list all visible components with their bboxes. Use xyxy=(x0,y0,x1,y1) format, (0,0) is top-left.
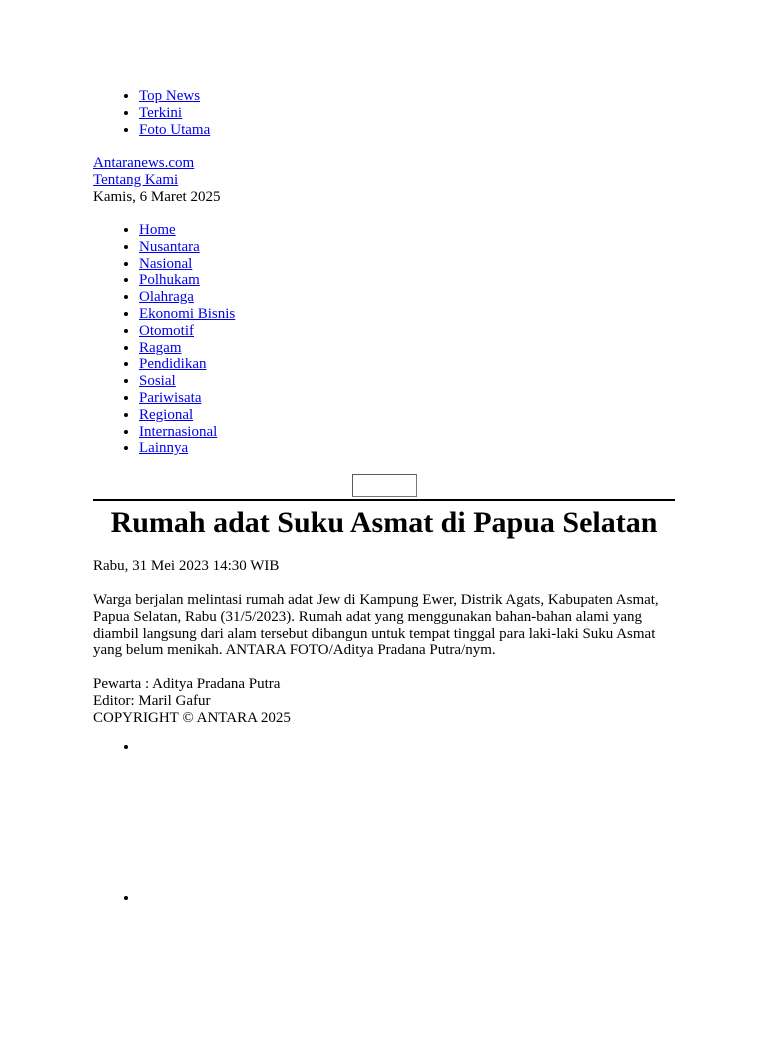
category-nav-item xyxy=(139,356,439,373)
category-link-polhukam[interactable]: Polhukam xyxy=(139,272,200,289)
category-nav-item xyxy=(139,256,439,273)
category-nav-item xyxy=(139,373,439,390)
category-link-nasional[interactable]: Nasional xyxy=(139,255,193,272)
category-link-sosial[interactable]: Sosial xyxy=(139,373,176,390)
category-nav-item xyxy=(139,272,439,289)
category-link-nusantara[interactable]: Nusantara xyxy=(139,238,200,255)
category-link-ekonomi-bisnis[interactable]: Ekonomi Bisnis xyxy=(139,305,236,322)
list-item xyxy=(139,739,439,890)
search-input[interactable] xyxy=(352,474,417,497)
category-nav-item xyxy=(139,340,439,357)
category-link-ragam[interactable]: Ragam xyxy=(139,339,182,356)
top-nav-link-foto-utama[interactable]: Foto Utama xyxy=(139,121,211,138)
header-links xyxy=(93,155,393,205)
category-link-pendidikan[interactable]: Pendidikan xyxy=(139,356,207,373)
category-link-internasional[interactable]: Internasional xyxy=(139,423,218,440)
list-item xyxy=(139,890,439,1041)
article-caption: Warga berjalan melintasi rumah adat Jew di Kampung Ewer, Distrik Agats, Kabupaten Asmat, Papua Selatan, Rabu (31/5/2023). Rumah adat yang menggunakan bahan-bahan alami yang diambil langsung dari alam tersebut dibangun untuk tempat tinggal para laki-laki Suku Asmat yang belum menikah. ANTARA FOTO/Aditya Pradana Putra/nym. xyxy=(93,592,659,659)
category-nav-item xyxy=(139,222,439,239)
category-nav-item xyxy=(139,407,439,424)
editor-credit: Editor: Maril Gafur xyxy=(93,692,211,709)
top-nav-link-terkini[interactable]: Terkini xyxy=(139,104,183,121)
top-nav-item xyxy=(139,88,439,105)
article xyxy=(93,499,675,727)
top-nav-link-top-news[interactable]: Top News xyxy=(139,88,201,104)
category-link-pariwisata[interactable]: Pariwisata xyxy=(139,389,202,406)
category-link-regional[interactable]: Regional xyxy=(139,406,194,423)
category-nav-item xyxy=(139,289,439,306)
category-nav xyxy=(93,222,439,457)
category-nav-item xyxy=(139,424,439,441)
category-link-olahraga[interactable]: Olahraga xyxy=(139,289,194,306)
top-nav xyxy=(93,88,439,138)
site-home-link[interactable]: Antaranews.com xyxy=(93,155,195,171)
reporter-credit: Pewarta : Aditya Pradana Putra xyxy=(93,676,281,693)
category-link-otomotif[interactable]: Otomotif xyxy=(139,322,194,339)
related-list xyxy=(93,739,439,1041)
article-title: Rumah adat Suku Asmat di Papua Selatan xyxy=(110,506,658,539)
category-nav-item xyxy=(139,306,439,323)
about-link[interactable]: Tentang Kami xyxy=(93,171,179,188)
category-link-lainnya[interactable]: Lainnya xyxy=(139,440,189,457)
current-date: Kamis, 6 Maret 2025 xyxy=(93,188,221,205)
top-nav-item xyxy=(139,105,439,122)
category-nav-item xyxy=(139,440,439,457)
top-nav-item xyxy=(139,122,439,139)
copyright-notice: COPYRIGHT © ANTARA 2025 xyxy=(93,709,291,726)
category-nav-item xyxy=(139,239,439,256)
category-nav-item xyxy=(139,323,439,340)
article-credits xyxy=(93,676,675,726)
category-nav-item xyxy=(139,390,439,407)
category-link-home[interactable]: Home xyxy=(139,222,176,238)
article-published-date: Rabu, 31 Mei 2023 14:30 WIB xyxy=(93,558,280,574)
